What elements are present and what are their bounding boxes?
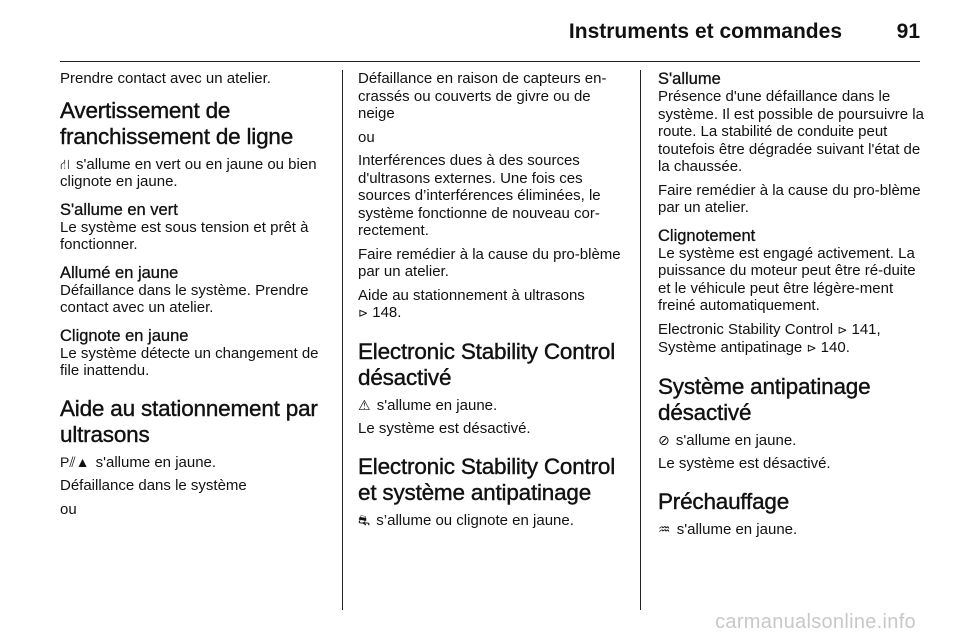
- page-ref-arrow-icon: ⊳: [358, 306, 369, 320]
- column-divider-2: [640, 70, 641, 610]
- esc-off-heading: Electronic Stability Control désactivé: [358, 338, 616, 390]
- esc-off-line: ⚠ s'allume en jaune.: [358, 396, 498, 414]
- page-number: 91: [896, 20, 920, 43]
- glow-plug-icon: ♒: [658, 520, 671, 537]
- preheat-heading: Préchauffage: [658, 488, 790, 514]
- intro-text: Prendre contact avec un atelier.: [60, 70, 271, 87]
- lane-departure-heading: Avertissement de franchissement de ligne: [60, 97, 294, 149]
- page-ref-arrow-icon: ⊳: [837, 322, 848, 337]
- header-rule: [60, 61, 920, 62]
- esc-tc-icon: ⛐: [358, 511, 371, 528]
- esc-off-icon: ⚠: [358, 396, 371, 413]
- sensor-fault-text: Défaillance en raison de capteurs en-crassés ou couverts de givre ou de neige: [358, 70, 607, 122]
- page-ref-arrow-icon: ⊳: [806, 341, 817, 355]
- lane-blink-heading: Clignote en jaune: [60, 326, 189, 345]
- parking-assist-line: P⫽▲ s'allume en jaune.: [60, 453, 217, 471]
- column-1: [60, 70, 330, 524]
- lane-yellow-text: Défaillance dans le système. Prendre contact avec un atelier.: [60, 281, 309, 316]
- or-text: ou: [358, 128, 375, 146]
- lane-departure-icon: ⛙: [60, 155, 70, 172]
- column-3: [658, 70, 926, 544]
- interference-text: Interférences dues à des sources d'ultrasons externes. Une fois ces sources d’interférences éliminées, le système fonctionne de nouveau cor-rectement.: [358, 152, 601, 239]
- esc-on-heading: S'allume: [658, 70, 721, 88]
- tc-off-line: ⊘ s'allume en jaune.: [658, 431, 797, 449]
- tc-off-heading: Système antipatinage désactivé: [658, 373, 871, 425]
- parking-assist-heading: Aide au stationnement par ultrasons: [60, 395, 318, 447]
- esc-on-text: Présence d'une défaillance dans le système. Il est possible de poursuivre la route. La stabilité de conduite peut toutefois être dégradée suivant l'état de la chaussée.: [658, 88, 924, 175]
- lane-green-heading: S'allume en vert: [60, 200, 178, 219]
- preheat-line: ♒ s'allume en jaune.: [658, 520, 798, 538]
- lane-blink-text: Le système détecte un changement de file inattendu.: [60, 344, 319, 379]
- tc-off-text: Le système est désactivé.: [658, 455, 831, 472]
- page-header: [60, 14, 920, 54]
- repair-text: Faire remédier à la cause du pro-blème par un atelier.: [358, 245, 621, 280]
- lane-yellow-heading: Allumé en jaune: [60, 263, 179, 282]
- page-title: Instruments et commandes: [568, 20, 842, 43]
- parking-ref: Aide au stationnement à ultrasons ⊳ 148.: [358, 286, 585, 321]
- esc-tc-heading: Electronic Stability Control et système antipatinage: [358, 453, 616, 505]
- column-2: [358, 70, 626, 535]
- lane-green-text: Le système est sous tension et prêt à fonctionner.: [60, 218, 309, 253]
- lane-departure-line: ⛙ s'allume en vert ou en jaune ou bien clignote en jaune.: [60, 155, 317, 190]
- esc-off-text: Le système est désactivé.: [358, 420, 531, 437]
- tc-off-icon: ⊘: [658, 431, 670, 448]
- watermark: carmanualsonline.info: [715, 611, 916, 633]
- esc-refs: Electronic Stability Control ⊳ 141, Système antipatinage ⊳ 140.: [658, 320, 881, 356]
- esc-blink-text: Le système est engagé activement. La puissance du moteur peut être ré-duite et le véhicule peut être légère-ment freiné automatiquement.: [658, 244, 916, 314]
- parking-assist-icon: P⫽▲: [60, 453, 90, 470]
- parking-fault-text: Défaillance dans le système: [60, 477, 247, 494]
- esc-tc-line: ⛐ s’allume ou clignote en jaune.: [358, 511, 574, 529]
- parking-or-text: ou: [60, 500, 77, 518]
- esc-blink-heading: Clignotement: [658, 226, 756, 245]
- column-divider-1: [342, 70, 343, 610]
- esc-repair-text: Faire remédier à la cause du pro-blème par un atelier.: [658, 181, 921, 216]
